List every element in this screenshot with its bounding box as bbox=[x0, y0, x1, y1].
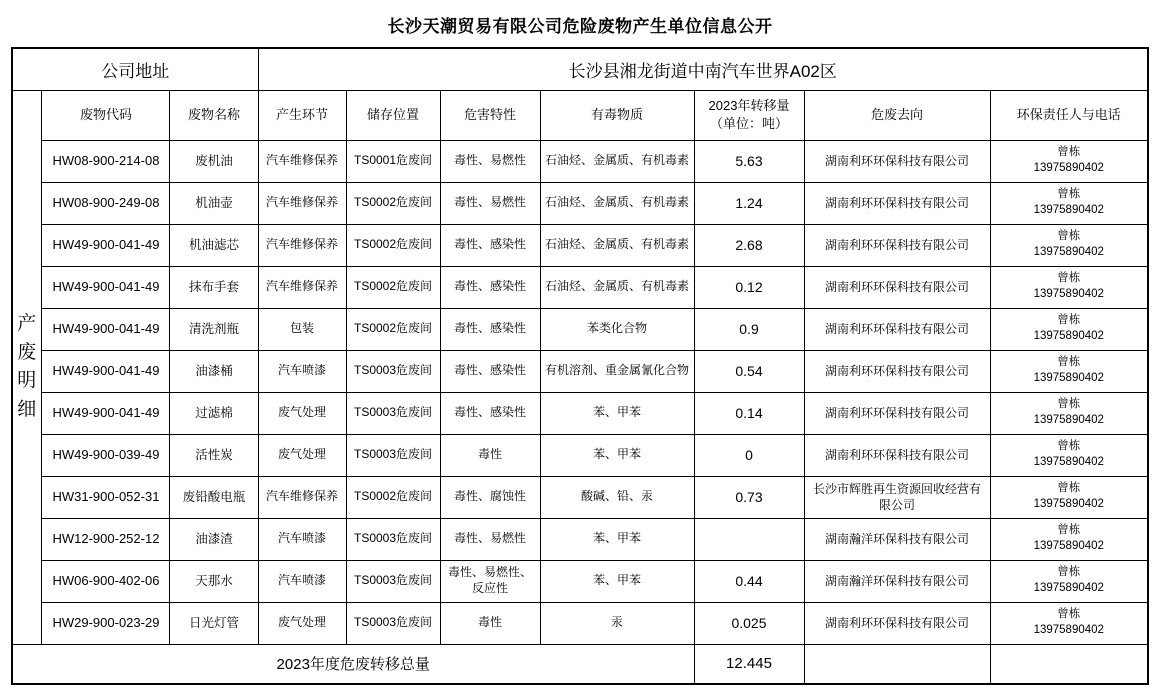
cell-contact-name: 曾栋 bbox=[1057, 356, 1081, 369]
cell-contact-phone: 13975890402 bbox=[1033, 540, 1104, 552]
address-label: 公司地址 bbox=[12, 48, 258, 90]
cell-stage: 汽车维修保养 bbox=[258, 182, 346, 224]
cell-storage: TS0003危废间 bbox=[346, 350, 440, 392]
cell-hazard: 毒性、感染性 bbox=[440, 308, 540, 350]
table-row bbox=[12, 182, 1148, 224]
cell-contact-phone: 13975890402 bbox=[1033, 204, 1104, 216]
section-label bbox=[12, 90, 42, 644]
cell-stage: 汽车喷漆 bbox=[258, 560, 346, 602]
cell-contact bbox=[990, 476, 1148, 518]
column-header-transfer-amount-line1: 2023年转移量 bbox=[708, 98, 790, 114]
cell-destination: 长沙市辉胜再生资源回收经营有限公司 bbox=[804, 476, 990, 518]
cell-toxic: 汞 bbox=[540, 602, 694, 644]
cell-contact-phone: 13975890402 bbox=[1033, 624, 1104, 636]
cell-storage: TS0003危废间 bbox=[346, 434, 440, 476]
cell-storage: TS0002危废间 bbox=[346, 224, 440, 266]
total-blank-contact bbox=[990, 644, 1148, 684]
cell-amount: 0.73 bbox=[694, 476, 804, 518]
column-header-contact: 环保责任人与电话 bbox=[990, 90, 1148, 140]
waste-disclosure-table bbox=[11, 47, 1149, 685]
table-row bbox=[12, 476, 1148, 518]
cell-amount: 0.14 bbox=[694, 392, 804, 434]
cell-toxic: 苯、甲苯 bbox=[540, 518, 694, 560]
cell-name: 活性炭 bbox=[170, 434, 258, 476]
cell-code: HW06-900-402-06 bbox=[42, 560, 170, 602]
cell-storage: TS0003危废间 bbox=[346, 560, 440, 602]
cell-name: 机油滤芯 bbox=[170, 224, 258, 266]
cell-stage: 汽车维修保养 bbox=[258, 266, 346, 308]
cell-code: HW49-900-041-49 bbox=[42, 308, 170, 350]
table-row bbox=[12, 266, 1148, 308]
cell-name: 油漆渣 bbox=[170, 518, 258, 560]
cell-storage: TS0002危废间 bbox=[346, 182, 440, 224]
section-label-char-3: 明 bbox=[17, 370, 38, 391]
cell-amount: 0.12 bbox=[694, 266, 804, 308]
cell-code: HW08-900-249-08 bbox=[42, 182, 170, 224]
table-row bbox=[12, 224, 1148, 266]
cell-contact bbox=[990, 140, 1148, 182]
cell-hazard: 毒性 bbox=[440, 434, 540, 476]
cell-contact-name: 曾栋 bbox=[1057, 524, 1081, 537]
cell-destination: 湖南利环环保科技有限公司 bbox=[804, 308, 990, 350]
header-row bbox=[12, 90, 1148, 140]
cell-hazard: 毒性、感染性 bbox=[440, 392, 540, 434]
cell-contact-phone: 13975890402 bbox=[1033, 414, 1104, 426]
cell-name: 油漆桶 bbox=[170, 350, 258, 392]
cell-name: 清洗剂瓶 bbox=[170, 308, 258, 350]
cell-code: HW49-900-041-49 bbox=[42, 392, 170, 434]
cell-code: HW31-900-052-31 bbox=[42, 476, 170, 518]
column-header-destination: 危废去向 bbox=[804, 90, 990, 140]
cell-amount: 0 bbox=[694, 434, 804, 476]
cell-contact-name: 曾栋 bbox=[1057, 566, 1081, 579]
cell-stage: 包装 bbox=[258, 308, 346, 350]
cell-toxic: 有机溶剂、重金属氰化合物 bbox=[540, 350, 694, 392]
cell-hazard: 毒性、腐蚀性 bbox=[440, 476, 540, 518]
column-header-transfer-amount bbox=[694, 90, 804, 140]
cell-name: 废铅酸电瓶 bbox=[170, 476, 258, 518]
column-header-hazard: 危害特性 bbox=[440, 90, 540, 140]
cell-stage: 废气处理 bbox=[258, 392, 346, 434]
cell-destination: 湖南利环环保科技有限公司 bbox=[804, 602, 990, 644]
cell-code: HW49-900-041-49 bbox=[42, 350, 170, 392]
cell-destination: 湖南利环环保科技有限公司 bbox=[804, 182, 990, 224]
cell-code: HW29-900-023-29 bbox=[42, 602, 170, 644]
cell-destination: 湖南利环环保科技有限公司 bbox=[804, 434, 990, 476]
cell-hazard: 毒性、易燃性、反应性 bbox=[440, 560, 540, 602]
cell-stage: 汽车维修保养 bbox=[258, 476, 346, 518]
cell-name: 天那水 bbox=[170, 560, 258, 602]
cell-contact-phone: 13975890402 bbox=[1033, 498, 1104, 510]
total-label: 2023年度危废转移总量 bbox=[12, 644, 694, 684]
cell-toxic: 苯类化合物 bbox=[540, 308, 694, 350]
cell-destination: 湖南利环环保科技有限公司 bbox=[804, 140, 990, 182]
section-label-char-4: 细 bbox=[17, 398, 38, 420]
total-blank-destination bbox=[804, 644, 990, 684]
cell-contact-name: 曾栋 bbox=[1057, 440, 1081, 453]
cell-toxic: 石油烃、金属质、有机毒素 bbox=[540, 182, 694, 224]
cell-hazard: 毒性、易燃性 bbox=[440, 518, 540, 560]
cell-amount: 0.025 bbox=[694, 602, 804, 644]
column-header-toxic: 有毒物质 bbox=[540, 90, 694, 140]
address-row bbox=[12, 48, 1148, 90]
total-value: 12.445 bbox=[694, 644, 804, 684]
column-header-name: 废物名称 bbox=[170, 90, 258, 140]
cell-contact bbox=[990, 602, 1148, 644]
cell-amount: 5.63 bbox=[694, 140, 804, 182]
cell-contact-phone: 13975890402 bbox=[1033, 288, 1104, 300]
cell-contact-name: 曾栋 bbox=[1057, 314, 1081, 327]
address-value: 长沙县湘龙街道中南汽车世界A02区 bbox=[258, 48, 1148, 90]
table-row bbox=[12, 434, 1148, 476]
table-row bbox=[12, 518, 1148, 560]
cell-toxic: 石油烃、金属质、有机毒素 bbox=[540, 140, 694, 182]
cell-toxic: 苯、甲苯 bbox=[540, 434, 694, 476]
column-header-transfer-amount-line2: （单位：吨） bbox=[709, 116, 788, 131]
cell-contact-phone: 13975890402 bbox=[1033, 246, 1104, 258]
cell-hazard: 毒性、易燃性 bbox=[440, 140, 540, 182]
cell-contact-name: 曾栋 bbox=[1057, 608, 1081, 621]
cell-amount bbox=[694, 518, 804, 560]
section-label-char-2: 废 bbox=[17, 341, 38, 363]
cell-amount: 2.68 bbox=[694, 224, 804, 266]
column-header-storage: 储存位置 bbox=[346, 90, 440, 140]
table-row bbox=[12, 560, 1148, 602]
section-label-char-1: 产 bbox=[17, 313, 38, 334]
cell-destination: 湖南瀚洋环保科技有限公司 bbox=[804, 518, 990, 560]
cell-contact-name: 曾栋 bbox=[1057, 482, 1081, 495]
table-row bbox=[12, 140, 1148, 182]
cell-amount: 0.9 bbox=[694, 308, 804, 350]
cell-amount: 1.24 bbox=[694, 182, 804, 224]
cell-contact bbox=[990, 518, 1148, 560]
cell-contact bbox=[990, 434, 1148, 476]
cell-storage: TS0003危废间 bbox=[346, 518, 440, 560]
cell-code: HW49-900-041-49 bbox=[42, 266, 170, 308]
cell-name: 机油壶 bbox=[170, 182, 258, 224]
cell-code: HW49-900-041-49 bbox=[42, 224, 170, 266]
cell-stage: 废气处理 bbox=[258, 602, 346, 644]
cell-contact-phone: 13975890402 bbox=[1033, 582, 1104, 594]
cell-contact-name: 曾栋 bbox=[1057, 398, 1081, 411]
cell-contact bbox=[990, 350, 1148, 392]
cell-contact-phone: 13975890402 bbox=[1033, 330, 1104, 342]
cell-storage: TS0001危废间 bbox=[346, 140, 440, 182]
cell-stage: 废气处理 bbox=[258, 434, 346, 476]
cell-stage: 汽车维修保养 bbox=[258, 224, 346, 266]
total-row bbox=[12, 644, 1148, 684]
cell-contact bbox=[990, 392, 1148, 434]
cell-storage: TS0002危废间 bbox=[346, 308, 440, 350]
cell-destination: 湖南利环环保科技有限公司 bbox=[804, 392, 990, 434]
cell-contact-name: 曾栋 bbox=[1057, 188, 1081, 201]
table-row bbox=[12, 602, 1148, 644]
cell-contact-name: 曾栋 bbox=[1057, 272, 1081, 285]
cell-storage: TS0003危废间 bbox=[346, 392, 440, 434]
cell-contact-name: 曾栋 bbox=[1057, 230, 1081, 243]
cell-contact-phone: 13975890402 bbox=[1033, 456, 1104, 468]
cell-toxic: 酸碱、铅、汞 bbox=[540, 476, 694, 518]
cell-destination: 湖南瀚洋环保科技有限公司 bbox=[804, 560, 990, 602]
cell-stage: 汽车维修保养 bbox=[258, 140, 346, 182]
table-row bbox=[12, 350, 1148, 392]
cell-name: 废机油 bbox=[170, 140, 258, 182]
cell-storage: TS0003危废间 bbox=[346, 602, 440, 644]
cell-contact bbox=[990, 182, 1148, 224]
cell-contact bbox=[990, 224, 1148, 266]
column-header-stage: 产生环节 bbox=[258, 90, 346, 140]
cell-hazard: 毒性 bbox=[440, 602, 540, 644]
cell-name: 日光灯管 bbox=[170, 602, 258, 644]
cell-toxic: 苯、甲苯 bbox=[540, 560, 694, 602]
cell-toxic: 石油烃、金属质、有机毒素 bbox=[540, 224, 694, 266]
cell-contact bbox=[990, 560, 1148, 602]
cell-hazard: 毒性、感染性 bbox=[440, 224, 540, 266]
page-title: 长沙天潮贸易有限公司危险废物产生单位信息公开 bbox=[387, 17, 773, 36]
cell-contact-phone: 13975890402 bbox=[1033, 372, 1104, 384]
cell-name: 过滤棉 bbox=[170, 392, 258, 434]
cell-stage: 汽车喷漆 bbox=[258, 350, 346, 392]
cell-amount: 0.44 bbox=[694, 560, 804, 602]
table-row bbox=[12, 308, 1148, 350]
cell-destination: 湖南利环环保科技有限公司 bbox=[804, 224, 990, 266]
cell-code: HW12-900-252-12 bbox=[42, 518, 170, 560]
cell-contact-name: 曾栋 bbox=[1057, 146, 1081, 159]
cell-code: HW08-900-214-08 bbox=[42, 140, 170, 182]
cell-contact bbox=[990, 308, 1148, 350]
cell-toxic: 石油烃、金属质、有机毒素 bbox=[540, 266, 694, 308]
cell-storage: TS0002危废间 bbox=[346, 266, 440, 308]
cell-code: HW49-900-039-49 bbox=[42, 434, 170, 476]
cell-storage: TS0002危废间 bbox=[346, 476, 440, 518]
cell-toxic: 苯、甲苯 bbox=[540, 392, 694, 434]
column-header-code: 废物代码 bbox=[42, 90, 170, 140]
cell-hazard: 毒性、感染性 bbox=[440, 350, 540, 392]
cell-contact-phone: 13975890402 bbox=[1033, 162, 1104, 174]
cell-destination: 湖南利环环保科技有限公司 bbox=[804, 350, 990, 392]
cell-destination: 湖南利环环保科技有限公司 bbox=[804, 266, 990, 308]
cell-hazard: 毒性、易燃性 bbox=[440, 182, 540, 224]
table-row bbox=[12, 392, 1148, 434]
cell-stage: 汽车喷漆 bbox=[258, 518, 346, 560]
cell-amount: 0.54 bbox=[694, 350, 804, 392]
cell-contact bbox=[990, 266, 1148, 308]
cell-hazard: 毒性、感染性 bbox=[440, 266, 540, 308]
cell-name: 抹布手套 bbox=[170, 266, 258, 308]
